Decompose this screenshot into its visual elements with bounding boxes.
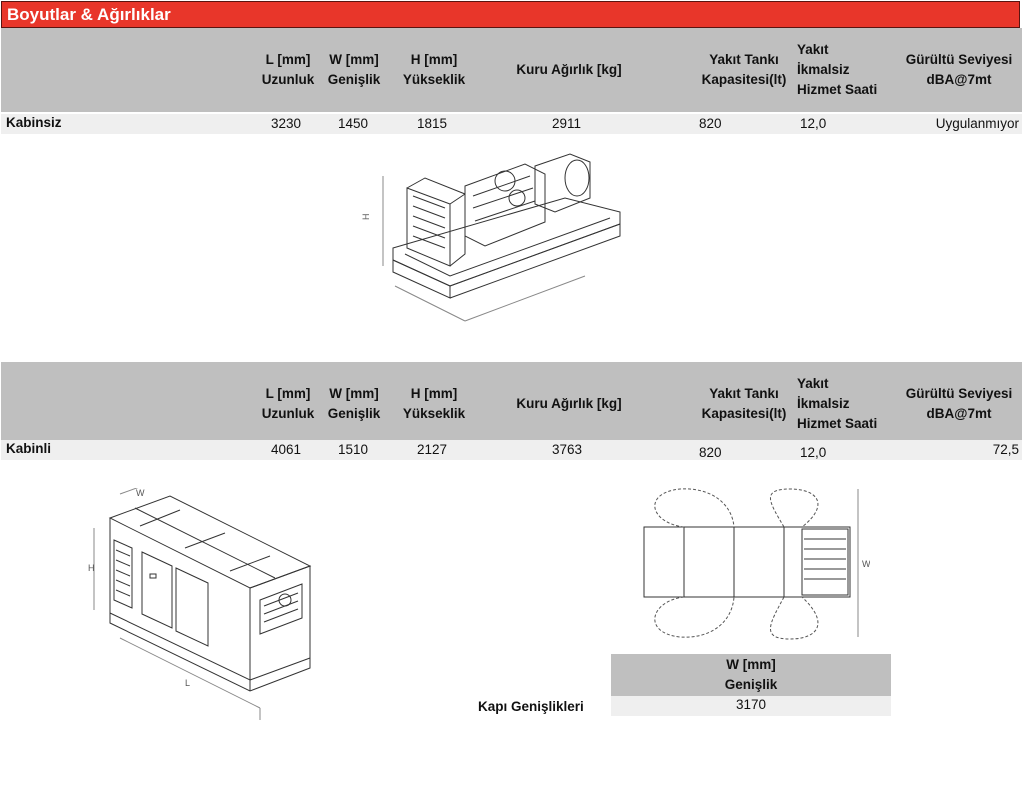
height-value: 2127 <box>417 442 448 457</box>
canopy-set-table-header <box>1 362 1022 446</box>
col-tank-header: Yakıt Tankı Kapasitesi(lt) <box>701 386 787 421</box>
noise-value: 72,5 <box>992 442 1019 457</box>
col-width-header: W [mm] Genişlik <box>327 386 381 421</box>
canopy-generator-drawing <box>80 488 360 733</box>
noise-value: Uygulanmıyor <box>935 116 1019 131</box>
section-title: Boyutlar & Ağırlıklar <box>1 1 1020 28</box>
height-mark-label: H <box>88 563 95 573</box>
tank-value: 820 <box>699 116 722 131</box>
col-service-header: Yakıt İkmalsiz Hizmet Saati <box>797 376 878 431</box>
weight-value: 3763 <box>552 442 583 457</box>
open-set-generator-drawing <box>355 136 635 341</box>
weight-value: 2911 <box>552 116 582 131</box>
col-service-header: Yakıt İkmalsiz Hizmet Saati <box>797 42 878 97</box>
open-set-row <box>1 114 1022 134</box>
col-height-header: H [mm] Yükseklik <box>402 386 466 421</box>
col-weight-header: Kuru Ağırlık [kg] <box>516 62 622 77</box>
col-noise-header: Gürültü Seviyesi dBA@7mt <box>905 52 1013 87</box>
tank-value: 820 <box>699 445 722 460</box>
col-noise-header: Gürültü Seviyesi dBA@7mt <box>905 386 1013 421</box>
height-value: 1815 <box>417 116 448 131</box>
open-set-table-header <box>1 28 1022 112</box>
col-width-header: W [mm] Genişlik <box>327 52 381 87</box>
length-value: 4061 <box>271 442 302 457</box>
row-label: Kabinsiz <box>6 115 62 130</box>
service-value: 12,0 <box>800 445 827 460</box>
col-length-header: L [mm] Uzunluk <box>261 386 315 421</box>
width-value: 1450 <box>338 116 369 131</box>
width-value: 1510 <box>338 442 369 457</box>
length-mark-label: L <box>185 678 191 688</box>
col-height-header: H [mm] Yükseklik <box>402 52 466 87</box>
door-width-header: W [mm] Genişlik <box>611 654 891 696</box>
door-width-value: 3170 <box>611 696 891 716</box>
length-value: 3230 <box>271 116 302 131</box>
height-mark-label: H <box>361 213 371 220</box>
canopy-set-row <box>1 440 1022 460</box>
service-value: 12,0 <box>800 116 827 131</box>
door-widths-label: Kapı Genişlikleri <box>478 699 584 714</box>
col-length-header: L [mm] Uzunluk <box>261 52 315 87</box>
row-label: Kabinli <box>6 441 52 456</box>
door-swing-top-view-drawing <box>640 485 870 645</box>
width-mark-label: W <box>136 488 145 498</box>
col-tank-header: Yakıt Tankı Kapasitesi(lt) <box>701 52 787 87</box>
width-mark-label: W <box>862 559 870 569</box>
col-weight-header: Kuru Ağırlık [kg] <box>516 396 622 411</box>
